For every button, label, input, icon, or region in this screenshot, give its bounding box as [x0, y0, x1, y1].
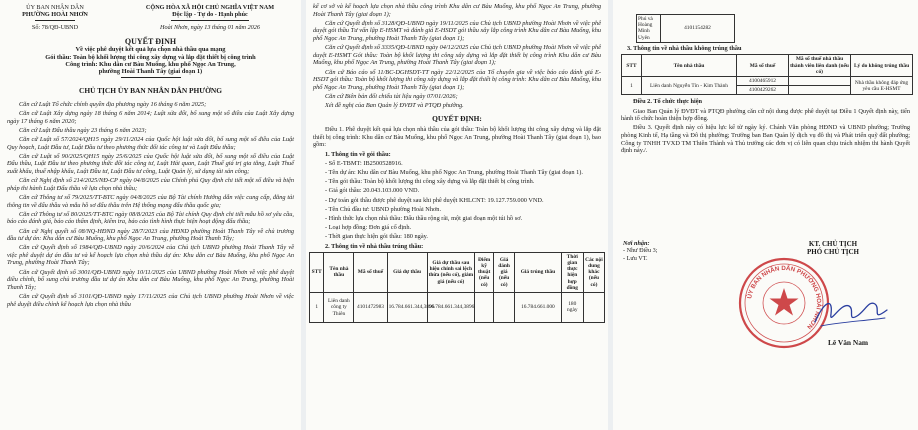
package-info-item: - Loại hợp đồng: Đơn giá cố định.	[325, 224, 412, 232]
partner-table-continuation	[636, 14, 735, 43]
package-info-item: - Dự toán gói thầu được phê duyệt sau khi phê duyệt KHLCNT: 19.127.759.000 VND.	[325, 196, 544, 204]
document-number: Số: 78/QĐ-UBND	[31, 23, 79, 31]
package-info-item: - Giá gói thầu: 20.043.103.000 VND.	[325, 187, 420, 195]
legal-basis-paragraph: Căn cứ Luật Xây dựng ngày 18 tháng 6 năm 2014; Luật sửa đổi, bổ sung một số điều của Luật Xây dựng ngày 17 tháng 6 năm 2020;	[7, 110, 294, 125]
article-2: Giao Ban Quản lý ĐVĐT và PTQĐ phường căn cứ nội dung được phê duyệt tại Điều 1 Quyết định này, tiến hành tổ chức hoàn thiện hợp đồng.	[621, 107, 910, 123]
article-2-title: Điều 2. Tổ chức thực hiện	[633, 98, 703, 106]
legal-basis-paragraph: Căn cứ Báo cáo số 11/BC-DGHSDT-TT ngày 22/12/2025 của Tổ chuyên gia về việc báo cáo đánh giá E-HSDT gói thầu: Toàn bộ khối lượng thi công xây dựng và lắp đặt thiết bị công trình: Khu dân cư Bàu Muống, khu phố Ngọc An Trung, phường Hoài Thanh Tây (giai đoạn 1);	[313, 68, 601, 91]
decides-heading: QUYẾT ĐỊNH:	[432, 113, 482, 123]
recipient-item: - Lưu VT.	[623, 254, 648, 262]
sign-for-title: KT. CHỦ TỊCH	[808, 240, 858, 248]
legal-basis-paragraph: Căn cứ Quyết định số 1984/QĐ-UBND ngày 20/6/2024 của Chủ tịch UBND phường Hoài Thanh Tây về việc phê duyệt dự án đầu tư và kế hoạch lựa chọn nhà thầu dự án: Khu dân cư Bàu Muống, khu phố Ngọc An Trung, phường Hoài Thanh Tây;	[7, 244, 294, 267]
nation-motto: Độc lập - Tự do - Hạnh phúc	[172, 11, 248, 19]
package-info-item: - Thời gian thực hiện gói thầu: 180 ngày.	[325, 233, 428, 241]
table-header-cell: Các nội dung khác (nếu có)	[583, 252, 604, 292]
page2-body	[306, 0, 608, 250]
table-cell	[583, 292, 604, 322]
package-info-item: - Tên gói thầu: Toàn bộ khối lượng thi công xây dựng và lắp đặt thiết bị công trình.	[325, 178, 535, 186]
losing-bidder-table	[621, 54, 913, 95]
table-header-cell: STT	[310, 252, 324, 292]
table-cell: Liên danh Nguyễn Tín - Kim Thành	[642, 77, 737, 95]
package-info-item: - Số E-TBMT: IB2500528916.	[325, 159, 403, 167]
article-1: Điều 1. Phê duyệt kết quả lựa chọn nhà thầu của gói thầu: Toàn bộ khối lượng thi công xây dựng và lắp đặt thiết bị công trình: Khu dân cư Bàu Muống, khu phố Ngọc An Trung, phường Hoài Thanh Tây (giai đoạn 1), bao gồm:	[313, 126, 601, 149]
authority-title: CHỦ TỊCH ỦY BAN NHÂN DÂN PHƯỜNG	[78, 85, 223, 95]
table-header-cell: Tên nhà thầu	[642, 55, 737, 77]
table-header-cell: Mã số thuế	[354, 252, 387, 292]
legal-basis-paragraph: Căn cứ Biên bản đối chiếu tài liệu ngày 07/01/2026;	[325, 92, 458, 100]
package-info-item: - Tên Chủ đầu tư: UBND phường Hoài Nhơn.	[325, 205, 442, 213]
motto-underline	[171, 20, 249, 21]
subject-line-3: Công trình: Khu dân cư Bàu Muống, khu phố Ngọc An Trung,	[65, 61, 236, 69]
issuing-committee: ỦY BAN NHÂN DÂN	[26, 4, 84, 11]
table-header-row	[310, 252, 605, 292]
table-cell: 16.784.661.000	[515, 292, 562, 322]
table-cell	[789, 86, 851, 95]
handwritten-signature	[811, 292, 891, 332]
table-header-cell: Giá dự thầu	[387, 252, 427, 292]
table-header-row	[622, 55, 913, 77]
legal-basis-paragraph: Xét đề nghị của Ban Quản lý ĐVĐT và PTQĐ phường.	[325, 102, 464, 110]
table-cell: 1	[622, 77, 642, 95]
legal-basis-paragraph: Căn cứ Quyết định số 3335/QĐ-UBND ngày 04/12/2025 của Chủ tịch UBND phường Hoài Nhơn về việc phê duyệt E-HSMT Gói thầu: Toàn bộ khối lượng thi công xây dựng và lắp đặt thiết bị công trình Khu dân cư Bàu Muống, khu phố Ngọc An Trung, phường Hoài Thanh Tây (giai đoạn 1);	[313, 44, 601, 67]
table-cell: 180 ngày	[561, 292, 583, 322]
document-header	[0, 0, 301, 31]
table-row	[637, 15, 735, 43]
table-cell	[789, 77, 851, 86]
package-info-item: - Tên dự án: Khu dân cư Bàu Muống, khu phố Ngọc An Trung, phường Hoài Thanh Tây (giai đoạn 1).	[325, 169, 583, 177]
legal-basis-paragraph: Căn cứ Thông tư số 80/2025/TT-BTC ngày 08/8/2025 của Bộ Tài chính Quy định chi tiết mẫu hồ sơ yêu cầu, báo cáo đánh giá, báo cáo thẩm định, kiểm tra, báo cáo tình hình thực hiện hoạt động đấu thầu;	[7, 210, 294, 226]
package-info-item: - Hình thức lựa chọn nhà thầu: Đấu thầu rộng rãi, một giai đoạn một túi hồ sơ.	[325, 214, 523, 222]
subject-line-2: Gói thầu: Toàn bộ khối lượng thi công xây dựng và lắp đặt thiết bị công trình	[45, 53, 256, 61]
table-row	[622, 77, 913, 86]
table-cell: Liên danh công ty Thiên	[324, 292, 354, 322]
seal-text: ỦY BAN NHÂN DÂN PHƯỜNG HOÀI NHƠN	[746, 264, 823, 331]
document-page-3	[613, 0, 918, 430]
header-underline	[35, 20, 75, 21]
section-2-title: 2. Thông tin về nhà thầu trúng thầu:	[325, 242, 424, 250]
sign-role: PHÓ CHỦ TỊCH	[807, 248, 859, 257]
document-page-1	[0, 0, 301, 430]
table-header-cell: Giá trúng thầu	[515, 252, 562, 292]
legal-basis-paragraph: Căn cứ Luật số 90/2025/QH15 ngày 25/6/2025 của Quốc hội luật sửa đổi, bổ sung một số điều của Luật Đấu thầu, Luật Đầu tư theo phương thức đối tác công tư, Luật Hải quan, Luật Thuế giá trị gia tăng, Luật Thuế xuất khẩu, thuế nhập khẩu, Luật Đầu tư, Luật Đầu tư công, Luật Quản lý, sử dụng tài sản công;	[7, 152, 294, 175]
table-cell: 16.784.661.344,3896	[387, 292, 427, 322]
table-header-cell: Giá đánh giá (nếu có)	[494, 252, 515, 292]
article-3: Điều 3. Quyết định này có hiệu lực kể từ ngày ký. Chánh Văn phòng HĐND và UBND phường; Trưởng phòng Kinh tế, Hạ tầng và Đô thị phường; Trưởng ban Ban Quản lý dịch vụ đô thị và Phát triển quỹ đất phường; Công ty TNHH TVXD TM Thiên Thành và Thủ trưởng các đơn vị có liên quan chịu trách nhiệm thi hành Quyết định này./.	[621, 124, 910, 155]
legal-basis-paragraph: Căn cứ Luật Tổ chức chính quyền địa phương ngày 16 tháng 6 năm 2025;	[19, 100, 207, 108]
table-header-cell: STT	[622, 55, 642, 77]
document-page-2	[306, 0, 608, 430]
table-cell: 16.784.661.344,3896	[427, 292, 475, 322]
legal-basis-paragraph: Căn cứ Luật số 57/2024/QH15 ngày 29/11/2024 của Quốc hội luật sửa đổi, bổ sung một số điều của Luật Quy hoạch, Luật Đầu tư, Luật Đầu tư theo phương thức đối tác công tư và Luật Đấu thầu;	[7, 136, 294, 151]
table-header-cell: Thời gian thực hiện hợp đồng	[561, 252, 583, 292]
nation-title: CỘNG HÒA XÃ HỘI CHỦ NGHĨA VIỆT NAM	[145, 4, 275, 11]
document-type: QUYẾT ĐỊNH	[124, 37, 177, 47]
legal-basis-paragraph: kế cơ sở và kế hoạch lựa chọn nhà thầu công trình Khu dân cư Bàu Muống, khu phố Ngọc An Trung, phường Hoài Thanh Tây (giai đoạn 1);	[313, 3, 601, 18]
legal-basis-paragraph: Căn cứ Thông tư số 79/2025/TT-BTC ngày 04/8/2025 của Bộ Tài chính Hướng dẫn việc cung cấp, đăng tải thông tin về đấu thầu và mẫu hồ sơ đấu thầu trên Hệ thống mạng đấu thầu quốc gia;	[7, 193, 294, 209]
section-3-title: 3. Thông tin về nhà thầu không trúng thầu	[627, 44, 742, 52]
table-header-cell: Giá dự thầu sau hiệu chỉnh sai lệch thừa (nếu có), giảm giá (nếu có)	[427, 252, 475, 292]
table-cell: Nhà thầu không đáp ứng yêu cầu E-HSMT	[851, 77, 913, 95]
table-header-cell: Điểm kỹ thuật (nếu có)	[475, 252, 494, 292]
winning-bidder-table	[309, 252, 605, 323]
legal-basis-paragraph: Căn cứ Quyết định số 3001/QĐ-UBND ngày 10/11/2025 của UBND phường Hoài Nhơn về việc phê duyệt điều chỉnh, bổ sung chủ trương đầu tư dự án Khu dân cư Bàu Muống, khu phố Ngọc An Trung, phường Hoài Thanh Tây;	[7, 268, 294, 291]
table-header-cell: Tên nhà thầu	[324, 252, 354, 292]
table-header-cell: Lý do không trúng thầu	[851, 55, 913, 77]
legal-basis-paragraph: Căn cứ Luật Đấu thầu ngày 23 tháng 6 năm 2023;	[19, 126, 147, 134]
place-date: Hoài Nhơn, ngày 13 tháng 01 năm 2026	[160, 23, 260, 31]
legal-basis-paragraph: Căn cứ Quyết định số 3128/QĐ-UBND ngày 19/11/2025 của Chủ tịch UBND phường Hoài Nhơn về việc phê duyệt gói thầu Tư vấn lập E-HSMT và đánh giá E-HSDT gói thầu xây lắp công trình Khu dân cư Bàu Muống, khu phố Ngọc An Trung, phường Hoài Thanh Tây (giai đoạn 1);	[313, 19, 601, 42]
legal-basis	[0, 101, 301, 308]
subject-line-1: Về việc phê duyệt kết quả lựa chọn nhà thầu qua mạng	[75, 46, 226, 54]
table-cell: 1	[310, 292, 324, 322]
legal-basis-paragraph: Căn cứ Nghị quyết số 08/NQ-HĐND ngày 28/7/2023 của HĐND phường Hoài Thanh Tây về chủ trương đầu tư dự án: Khu dân cư Bàu Muống, khu phố Ngọc An Trung, phường Hoài Thanh Tây;	[7, 227, 294, 243]
subject-line-4: phường Hoài Thanh Tây (giai đoạn 1)	[98, 68, 203, 76]
table-cell: 4100465912	[737, 77, 789, 86]
section-1-title: 1. Thông tin về gói thầu:	[325, 150, 391, 158]
recipients-title: Nơi nhận:	[623, 240, 650, 247]
table-cell	[494, 292, 515, 322]
recipients-block	[623, 240, 657, 262]
table-header-cell: Mã số thuế	[737, 55, 789, 77]
table-header-cell: Mã số thuế nhà thầu thành viên liên danh (nếu có)	[790, 56, 849, 75]
table-cell	[475, 292, 494, 322]
page3-body	[613, 95, 918, 154]
table-cell: 4101472983	[354, 292, 387, 322]
table-cell: 4100429262	[737, 86, 789, 95]
recipient-item: - Như Điều 3;	[623, 247, 658, 255]
table-cell: Phú và Hoàng Minh Uyên	[637, 15, 661, 43]
legal-basis-paragraph: Căn cứ Nghị định số 214/2025/NĐ-CP ngày 04/8/2025 của Chính phủ Quy định chi tiết một số điều và biện pháp thi hành Luật Đấu thầu về lựa chọn nhà thầu;	[7, 177, 294, 192]
issuing-ward: PHƯỜNG HOÀI NHƠN	[22, 11, 88, 19]
subject-underline	[121, 77, 181, 78]
table-cell: 4101154282	[661, 15, 735, 43]
signer-name: Lê Văn Nam	[827, 338, 869, 347]
legal-basis-paragraph: Căn cứ Quyết định số 3101/QĐ-UBND ngày 17/11/2025 của Chủ tịch UBND phường Hoài Nhơn về việc phê duyệt điều chỉnh kế hoạch lựa chọn nhà thầu	[7, 293, 294, 308]
table-row	[310, 292, 605, 322]
